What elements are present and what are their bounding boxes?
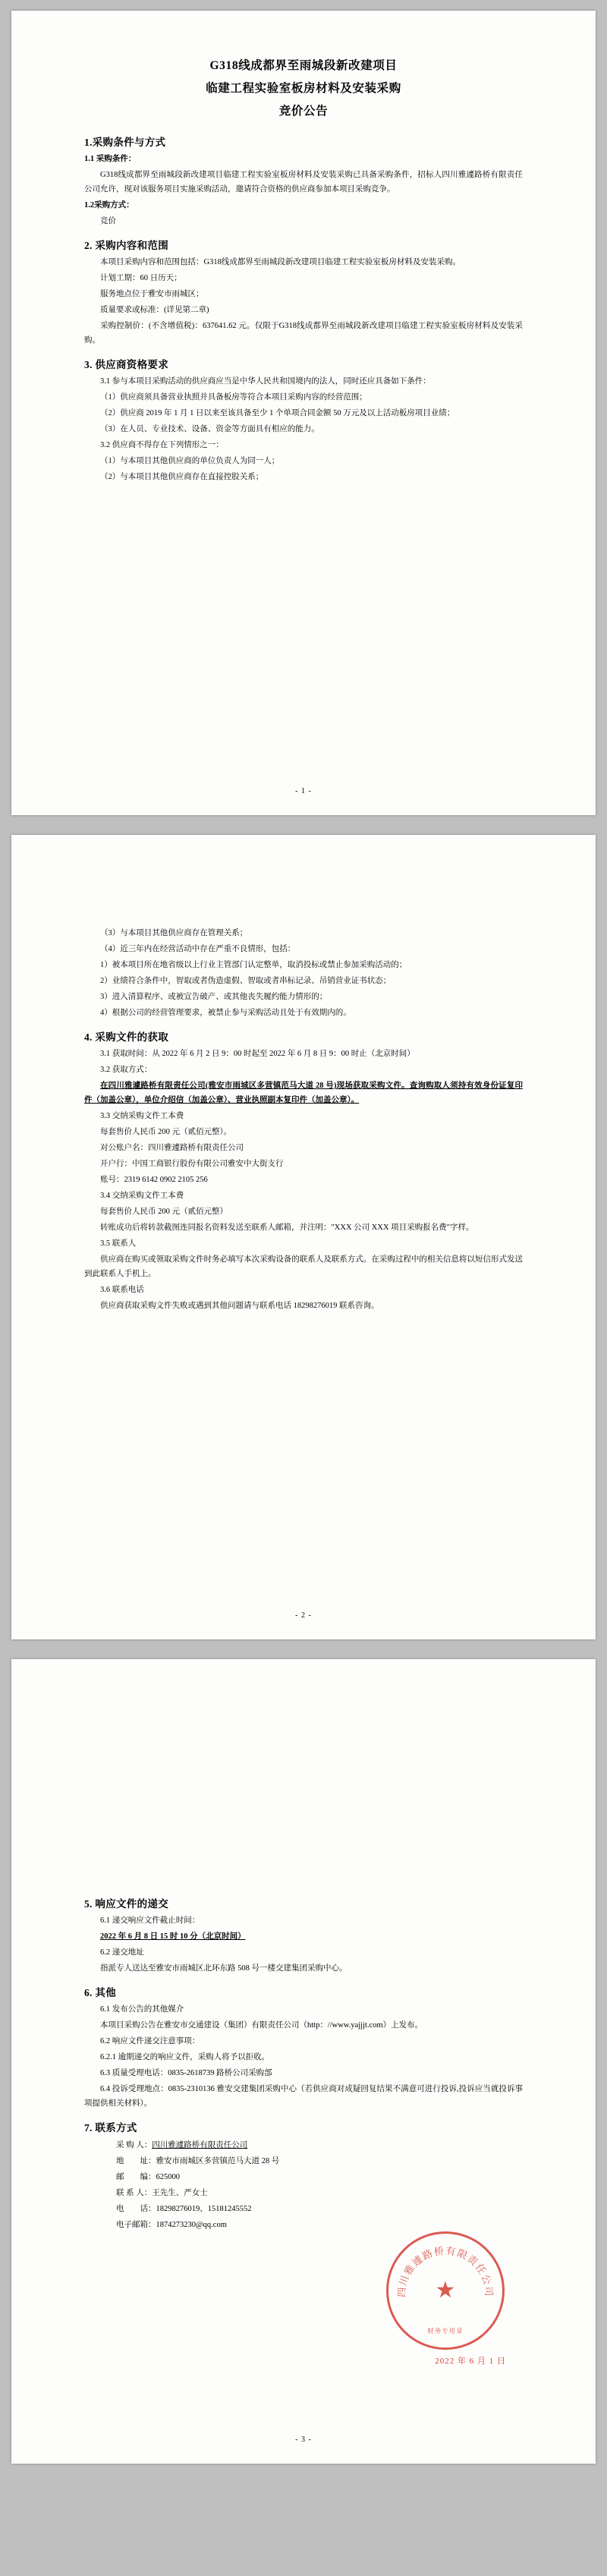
section-3-2-text: 3.2 供应商不得存在下列情形之一： bbox=[100, 441, 224, 449]
section-5-heading: 5. 响应文件的递交 bbox=[84, 1898, 168, 1910]
section-5-2-label: 6.2 递交地址 bbox=[100, 1948, 144, 1957]
section-1-2-text: 竞价 bbox=[100, 217, 116, 225]
section-4-6-label: 3.6 联系电话 bbox=[100, 1286, 144, 1294]
page-number-1: - 1 - bbox=[295, 787, 312, 795]
contact-key-person: 联 系 人： bbox=[116, 2189, 153, 2197]
title-line-1: G318线成都界至雨城段新改建项目 bbox=[209, 59, 398, 72]
section-6-3-text: 6.3 质量受理电话：0835-2618739 路桥公司采购部 bbox=[100, 2069, 272, 2077]
section-3-2-item-2: （2）与本项目其他供应商存在直接控股关系； bbox=[100, 473, 264, 481]
section-1-1-label: 1.1 采购条件： bbox=[84, 155, 137, 163]
section-4-2-text: 在四川雅遽路桥有限责任公司(雅安市雨城区多营镇范马大道 28 号)现场获取采购文件。查询购取人须持有效身份证复印件（加盖公章），单位介绍信（加盖公章）、营业执照副本复印件（加盖公章）。 bbox=[84, 1082, 523, 1104]
section-2-scope: 本项目采购内容和范围包括：G318线成都界至雨城段新改建项目临建工程实验室板房材料及安装采购。 bbox=[100, 258, 461, 266]
section-4-2-label: 3.2 获取方式： bbox=[100, 1066, 153, 1074]
section-6-heading: 6. 其他 bbox=[84, 1987, 116, 1998]
disq-item-4d: 4）根据公司的经营管理要求，被禁止参与采购活动且处于有效期内的。 bbox=[100, 1009, 351, 1017]
contact-row-phone bbox=[84, 2201, 523, 2217]
contact-value-zip: 625000 bbox=[156, 2173, 180, 2181]
section-4-4-note: 转账成功后将转款截图连同报名资料发送至联系人邮箱，并注明："XXX 公司 XXX 项目采购报名费"字样。 bbox=[100, 1223, 474, 1232]
section-2-quality: 质量要求或标准：(详见第二章) bbox=[100, 306, 209, 314]
disq-item-3: （3）与本项目其他供应商存在管理关系； bbox=[100, 929, 248, 937]
seal-date: 2022 年 6 月 1 日 bbox=[435, 2357, 506, 2366]
document-title bbox=[84, 55, 523, 123]
contact-key-purchaser: 采 购 人： bbox=[116, 2141, 153, 2149]
section-4-5-text: 供应商在购买或领取采购文件时务必填写本次采购设备的联系人及联系方式。在采购过程中的相关信息将以短信形式发送到此联系人手机上。 bbox=[84, 1255, 523, 1278]
contact-row-person bbox=[84, 2185, 523, 2201]
seal-bottom-text: 财务专用章 bbox=[427, 2327, 464, 2335]
section-2-duration: 计划工期：60 日历天； bbox=[100, 274, 182, 282]
section-4-3-bank: 开户行：中国工商银行股份有限公司雅安中大街支行 bbox=[100, 1160, 284, 1168]
section-5-1-deadline: 2022 年 6 月 8 日 15 时 10 分（北京时间） bbox=[100, 1932, 246, 1941]
section-4-4-fee: 每套售价人民币 200 元（贰佰元整） bbox=[100, 1208, 228, 1216]
section-4-3-account-name: 对公账户名：四川雅遽路桥有限责任公司 bbox=[100, 1144, 244, 1152]
section-3-1-item-1: （1）供应商须具备营业执照并具备板房等符合本项目采购内容的经营范围； bbox=[100, 393, 367, 402]
section-2-heading: 2. 采购内容和范围 bbox=[84, 240, 168, 251]
company-seal bbox=[386, 2231, 505, 2350]
contact-row-zip bbox=[84, 2169, 523, 2185]
section-4-3-label: 3.3 交纳采购文件工本费 bbox=[100, 1112, 184, 1120]
page-number-2: - 2 - bbox=[295, 1611, 312, 1620]
section-1-heading: 1.采购条件与方式 bbox=[84, 137, 166, 148]
section-1-2-label: 1.2采购方式： bbox=[84, 201, 134, 209]
disq-item-4: （4）近三年内在经营活动中存在严重不良情形，包括： bbox=[100, 945, 296, 953]
section-6-1-label: 6.1 发布公告的其他媒介 bbox=[100, 2005, 184, 2014]
section-4-4-label: 3.4 交纳采购文件工本费 bbox=[100, 1192, 184, 1200]
section-3-1-item-3: （3）在人员、专业技术、设备、资金等方面具有相应的能力。 bbox=[100, 425, 319, 433]
contact-value-phone: 18298276019、15181245552 bbox=[156, 2205, 252, 2213]
section-3-2-item-1: （1）与本项目其他供应商的单位负责人为同一人； bbox=[100, 457, 280, 465]
section-3-1-item-2: （2）供应商 2019 年 1 月 1 日以来至该具备至少 1 个单项合同金额 50 万元及以上活动板房项目业绩； bbox=[100, 409, 455, 417]
contact-value-address: 雅安市雨城区多营镇范马大道 28 号 bbox=[156, 2157, 280, 2165]
disq-item-4a: 1）被本项目所在地省级以上行业主管部门认定整单，取消投标或禁止参加采购活动的； bbox=[100, 961, 407, 969]
section-2-price-cap: 采购控制价：(不含增值税)：637641.62 元。仅限于G318线成都界至雨城段新改建项目临建工程实验室板房材料及安装采购。 bbox=[84, 322, 523, 345]
contact-row-purchaser bbox=[84, 2137, 523, 2153]
title-line-2: 临建工程实验室板房材料及安装采购 bbox=[206, 82, 401, 95]
contact-key-address: 地 址： bbox=[116, 2157, 156, 2165]
seal-star-icon: ★ bbox=[435, 2278, 456, 2303]
svg-text:四川雅遽路桥有限责任公司: 四川雅遽路桥有限责任公司 bbox=[395, 2244, 495, 2298]
disq-item-4c: 3）进入清算程序、或被宣告破产、或其他丧失履约能力情形的； bbox=[100, 993, 328, 1001]
section-1-1-text: G318线成都界至雨城段新改建项目临建工程实验室板房材料及安装采购已具备采购条件，招标人四川雅遽路桥有限责任公司允许，现对该服务项目实施采购活动，邀请符合资格的供应商参加本项目采购竞争。 bbox=[84, 171, 523, 194]
contact-value-email: 1874273230@qq.com bbox=[156, 2221, 227, 2229]
document-page-3 bbox=[11, 1659, 596, 2464]
section-6-4-text: 6.4 投诉受理地点：0835-2310136 雅安交建集团采购中心（若供应商对成疑回复结果不满意可进行投诉,投诉应当就投诉事项提供相关材料）。 bbox=[84, 2085, 523, 2108]
document-page-2 bbox=[11, 835, 596, 1639]
section-3-1-text: 3.1 参与本项目采购活动的供应商应当是中华人民共和国境内的法人，同时还应具备如下条件： bbox=[100, 377, 431, 386]
section-4-3-fee: 每套售价人民币 200 元（贰佰元整）。 bbox=[100, 1128, 232, 1136]
section-4-3-account-no: 账号：2319 6142 0902 2105 256 bbox=[100, 1176, 208, 1184]
section-4-5-label: 3.5 联系人 bbox=[100, 1239, 137, 1248]
disq-item-4b: 2）业绩符合条件中，智取或者伪造虚假、智取或者串标记录、吊销营业证书状态； bbox=[100, 977, 392, 985]
section-4-6-text: 供应商获取采购文件失败或遇到其他问题请与联系电话 18298276019 联系咨询。 bbox=[100, 1302, 379, 1310]
contact-row-address bbox=[84, 2153, 523, 2169]
section-2-location: 服务地点位于雅安市雨城区； bbox=[100, 290, 204, 298]
document-page-1 bbox=[11, 11, 596, 815]
contact-key-email: 电子邮箱： bbox=[116, 2221, 156, 2229]
section-6-1-media: 本项目采购公告在雅安市交通建设（集团）有限责任公司（http：//www.yajjjt.com）上发布。 bbox=[100, 2021, 423, 2030]
section-3-heading: 3. 供应商资格要求 bbox=[84, 359, 168, 370]
contact-key-phone: 电 话： bbox=[116, 2205, 156, 2213]
contact-row-email bbox=[84, 2217, 523, 2233]
contact-value-person: 王先生、严女士 bbox=[152, 2189, 208, 2197]
section-6-2-label: 6.2 响应文件递交注意事项： bbox=[100, 2037, 200, 2045]
contact-key-zip: 邮 编： bbox=[116, 2173, 156, 2181]
section-7-heading: 7. 联系方式 bbox=[84, 2122, 137, 2134]
title-line-3: 竞价公告 bbox=[278, 105, 329, 118]
section-5-1-label: 6.1 递交响应文件截止时间： bbox=[100, 1916, 200, 1925]
contact-value-purchaser: 四川雅遽路桥有限责任公司 bbox=[152, 2141, 248, 2149]
section-5-2-address: 指派专人送达至雅安市雨城区北环东路 508 号一楼交建集团采购中心。 bbox=[100, 1964, 348, 1973]
section-4-heading: 4. 采购文件的获取 bbox=[84, 1031, 168, 1043]
section-4-1-time: 3.1 获取时间：从 2022 年 6 月 2 日 9：00 时起至 2022 年 6 月 8 日 9：00 时止（北京时间） bbox=[100, 1050, 415, 1058]
page-number-3: - 3 - bbox=[295, 2436, 312, 2444]
section-6-2-1-text: 6.2.1 逾期递交的响应文件，采购人将予以拒收。 bbox=[100, 2053, 270, 2061]
